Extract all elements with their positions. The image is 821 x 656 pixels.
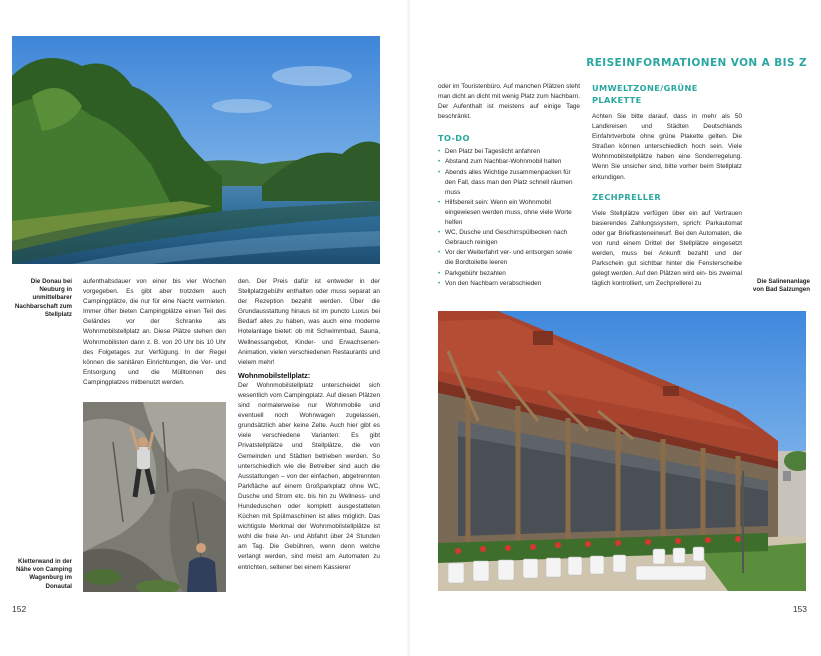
todo-item: • WC, Dusche und Geschirrspülbecken nach Gebrauch reinigen bbox=[438, 228, 580, 248]
page-number-right: 153 bbox=[792, 604, 807, 614]
left-col1-paragraph: aufenthaltsdauer von einer bis vier Wochen vorgegeben. Es gibt aber trotzdem auch Campingplätze, die nur für eine Nacht vermieten. Immer öfter bieten Campingplätze einen Teil des Geländes vor der Schranke als Wohnmobilstellplatz an. Diese Plätze stehen den Wohnmobilisten dann z. B. von 20 Uhr bis 10 Uhr des Folgetages zur Verfügung. In der Regel können die sanitären Einrichtungen, die Ver- und Entsorgung und die Mülltonnen des Campingplatzes mitbenutzt werden. bbox=[83, 278, 226, 386]
right-page bbox=[410, 0, 821, 656]
photo-climbing-wall bbox=[83, 402, 226, 592]
todo-item: • Von den Nachbarn verabschieden bbox=[438, 279, 580, 289]
umwelt-text: Achten Sie bitte darauf, dass in mehr als 50 Landkreisen und Städten Deutschlands Einfahrtverbote ohne grüne Plakette gelten. Die Straßen können unterschiedlich hoch sein. Viele Wohnmobilstellplätze haben eine Sonderregelung. Wenn Sie unsicher sind, bitte vorher beim Stellplatz erkundigen. bbox=[592, 113, 742, 181]
todo-item: • Vor der Weiterfahrt ver- und entsorgen sowie die Bordtoilette leeren bbox=[438, 248, 580, 268]
right-col1 bbox=[438, 82, 580, 289]
todo-item: • Abends alles Wichtige zusammenpacken für den Fall, dass man den Platz schnell räumen muss bbox=[438, 168, 580, 198]
zechpreller-text: Viele Stellplätze verfügen über ein auf Vertrauen basierendes Zahlungssystem, sprich: Parkautomat oder gar Briefkasteneinwurf. Bei den Automaten, die von rund einem Drittel der Stellplätze eingesetzt werden, muss bei Ankunft bezahlt und der Parkschein gut sichtbar hinter die Fensterscheibe gelegt werden. Auf den Plätzen wird ein- bis zweimal täglich kontrolliert, um Zechprellerei zu bbox=[592, 209, 742, 288]
todo-item: • Parkgebühr bezahlen bbox=[438, 269, 580, 279]
left-col1-text bbox=[83, 277, 226, 388]
photo-saline-bad-salzungen bbox=[438, 311, 806, 591]
left-col2-paragraph2: Der Wohnmobilstellplatz unterscheidet sich wesentlich vom Campingplatz. Auf diesen Plätzen sind normalerweise nur Wohnmobile und eventuell noch Wohnwagen zugelassen, grundsätzlich aber keine Zelte. Auch hier gibt es viele verschiedene Varianten: Es gibt Privatstellplätze und Stellplätze, die von Gemeinden und Städten betrieben werden. So unterschiedlich wie die Betreiber sind auch die Ausstattungen – von der einfachen, abgetrennten Parkfläche auf einem Großparkplatz ohne WC, Dusche und Strom etc. bis hin zu Wellness- und Hundeduschen oder komplett ausgestatteten Küchen mit Spülmaschinen ist alles möglich. Das wichtigste Merkmal der Wohnmobilstellplätze ist wohl die freie An- und Abfahrt über 24 Stunden am Tag. Die Gebühren, wenn denn welche verlangt werden, sind meist am Automaten zu entrichten, seltener bei einem Kassierer bbox=[238, 381, 380, 571]
todo-item: • Abstand zum Nachbar-Wohnmobil halten bbox=[438, 157, 580, 167]
todo-item: • Hilfsbereit sein: Wenn ein Wohnmobil eingewiesen werden muss, ohne viele Worte helfen bbox=[438, 198, 580, 228]
running-header: REISEINFORMATIONEN VON A BIS Z bbox=[586, 57, 807, 69]
photo-danube-river bbox=[12, 36, 380, 264]
caption-saline: Die Salinenanlage von Bad Salzungen bbox=[752, 278, 810, 294]
caption-climbing: Kletterwand in der Nähe von Camping Wagenburg im Donautal bbox=[15, 558, 72, 590]
right-col1-intro: oder im Touristenbüro. Auf manchen Plätzen steht man dicht an dicht mit wenig Platz zum Nachbarn. Der Aufenthalt ist meistens auf einige Tage beschränkt. bbox=[438, 83, 580, 121]
right-col2 bbox=[592, 82, 742, 289]
zechpreller-title: ZECHPRELLER bbox=[592, 191, 662, 202]
todo-list bbox=[438, 147, 580, 288]
todo-title: TO-DO bbox=[438, 133, 470, 144]
left-col2-paragraph1: den. Der Preis dafür ist entweder in der Stellplatzgebühr enthalten oder muss separat an der Rezeption bezahlt werden. Über die Grundausstattung hinaus ist im puncto Luxus bei Bedarf alles zu haben, was auch eine moderne Hotelanlage bietet: ob mit Schwimmbad, Sauna, Wellnessangebot, Kinder- und Erwachsenen-Animation, vielen verschiedenen Restaurants und vielem mehr! bbox=[238, 278, 380, 366]
left-col2-text bbox=[238, 277, 380, 573]
page-number-left: 152 bbox=[12, 604, 27, 614]
caption-danube: Die Donau bei Neuburg in unmittelbarer Nachbarschaft zum Stellplatz bbox=[14, 278, 72, 318]
umwelt-title: UMWELTZONE/GRÜNE PLAKETTE bbox=[592, 83, 698, 105]
todo-item: • Den Platz bei Tageslicht anfahren bbox=[438, 147, 580, 157]
left-page bbox=[0, 0, 410, 656]
subheading-wohnmobilstellplatz: Wohnmobilstellplatz: bbox=[238, 370, 311, 380]
